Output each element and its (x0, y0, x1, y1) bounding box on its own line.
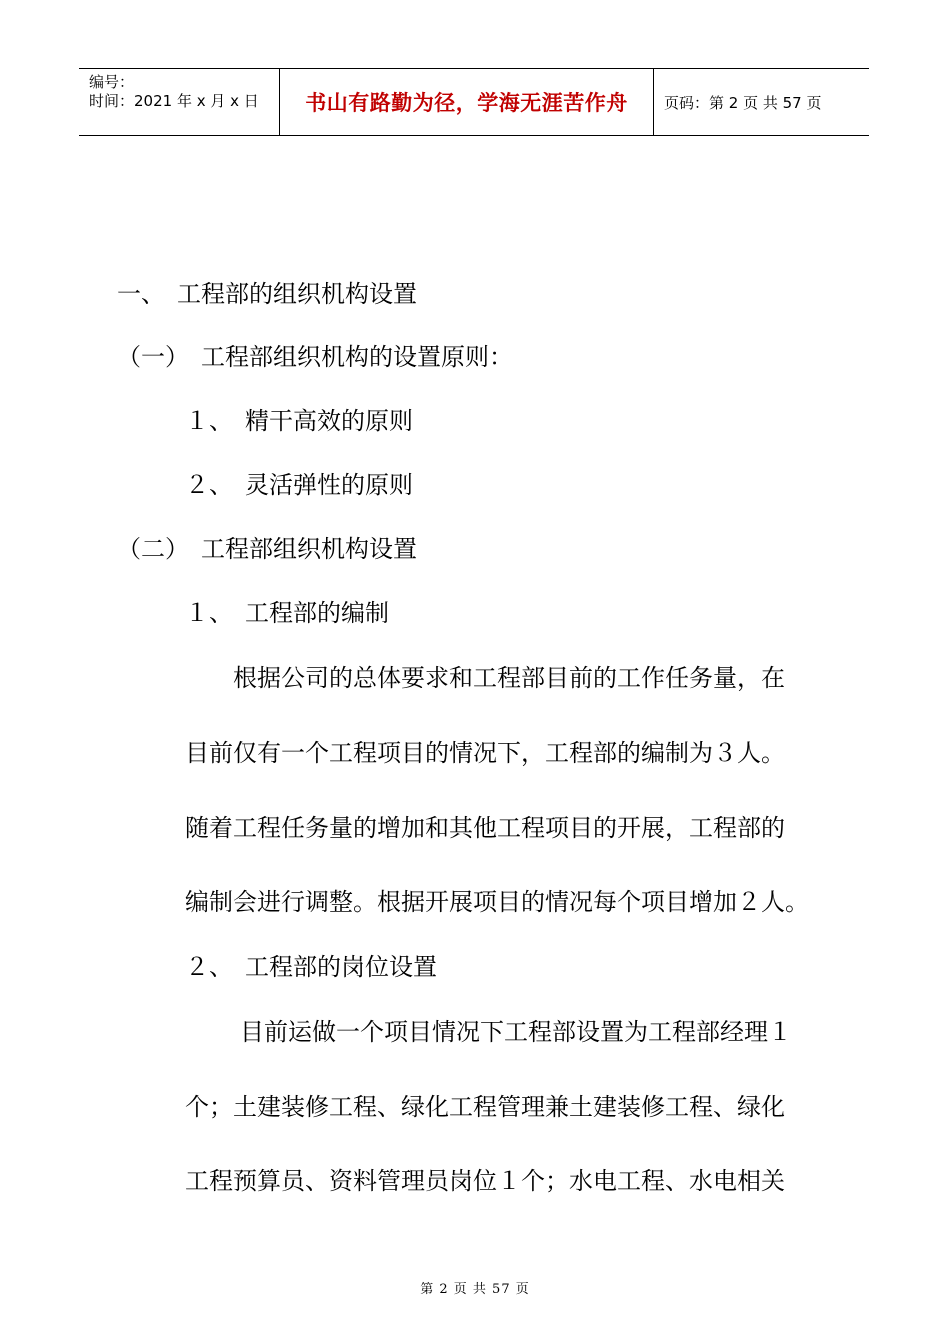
paragraph-2-line-3: 工程预算员、资料管理员岗位１个；水电工程、水电相关 (185, 1167, 785, 1195)
page-header (79, 68, 869, 136)
page-footer: 第 2 页 共 57 页 (420, 1282, 530, 1297)
paragraph-1-line-2: 目前仅有一个工程项目的情况下，工程部的编制为３人。 (185, 739, 785, 767)
header-page-info: 页码：第 2 页 共 57 页 (664, 93, 822, 112)
list-item-3: １、 工程部的编制 (185, 599, 389, 627)
paragraph-1-line-1: 根据公司的总体要求和工程部目前的工作任务量，在 (233, 664, 785, 692)
header-motto: 书山有路勤为径，学海无涯苦作舟 (280, 69, 654, 135)
list-item-2: ２、 灵活弹性的原则 (185, 471, 413, 499)
paragraph-1-line-3: 随着工程任务量的增加和其他工程项目的开展，工程部的 (185, 814, 785, 842)
paragraph-2-line-1: 目前运做一个项目情况下工程部设置为工程部经理１ (240, 1018, 792, 1046)
subsection-heading-1: （一） 工程部组织机构的设置原则： (117, 343, 513, 371)
section-heading: 一、 工程部的组织机构设置 (117, 280, 417, 308)
document-date-label: 时间：2021 年 x 月 x 日 (89, 92, 259, 110)
paragraph-1-line-4: 编制会进行调整。根据开展项目的情况每个项目增加２人。 (185, 888, 809, 916)
list-item-4: ２、 工程部的岗位设置 (185, 953, 437, 981)
list-item-1: １、 精干高效的原则 (185, 407, 413, 435)
document-number-label: 编号： (89, 73, 135, 91)
paragraph-2-line-2: 个；土建装修工程、绿化工程管理兼土建装修工程、绿化 (185, 1093, 785, 1121)
header-meta (79, 69, 280, 135)
subsection-heading-2: （二） 工程部组织机构设置 (117, 535, 417, 563)
